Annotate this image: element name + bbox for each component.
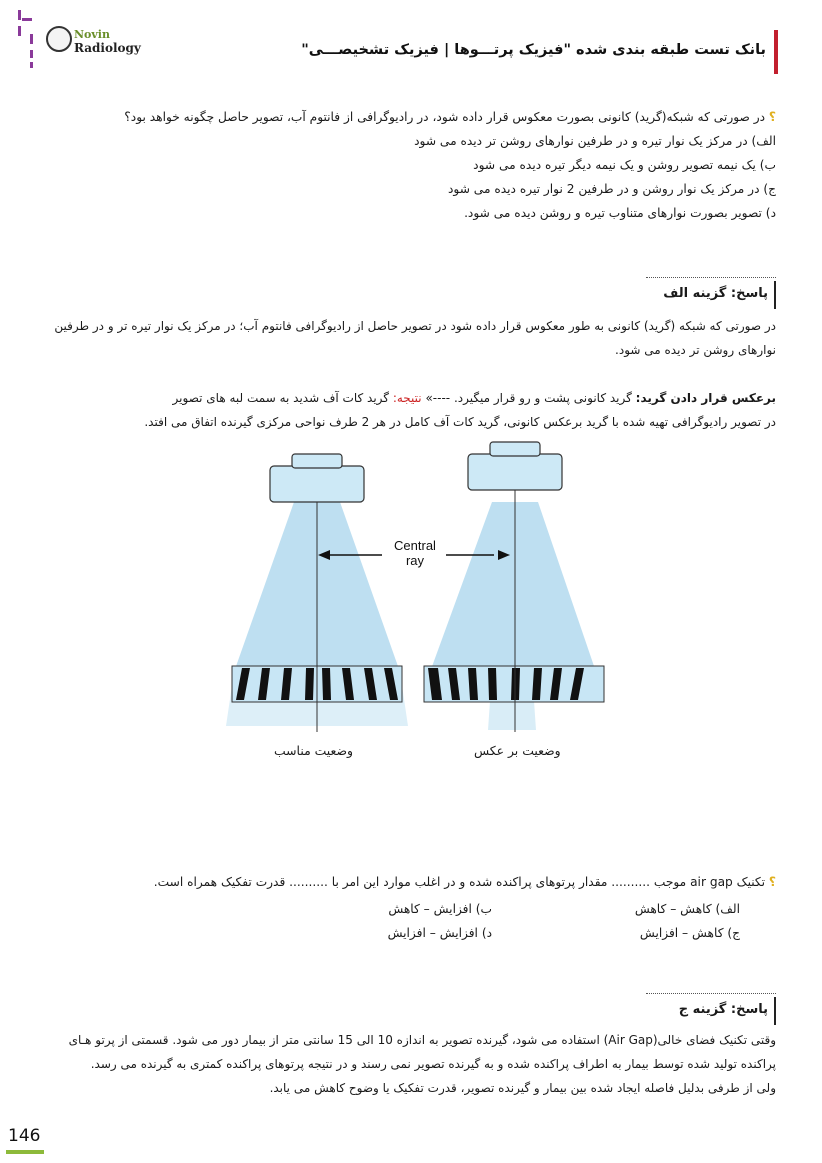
answer-1-line-3 bbox=[46, 386, 776, 410]
question-1-option-d: د) تصویر بصورت نوارهای متناوب تیره و روشن دیده می شود. bbox=[464, 206, 776, 220]
question-1-text: در صورتی که شبکه(گرید) کانونی بصورت معکوس قرار داده شود، در رادیوگرافی از فانتوم آب، تصویر حاصل چگونه خواهد بود؟ bbox=[124, 110, 766, 124]
answer-1-heading bbox=[646, 277, 776, 307]
corner-decoration bbox=[30, 50, 33, 58]
caption-proper: وضعیت مناسب bbox=[274, 743, 354, 758]
question-icon: ؟ bbox=[768, 875, 776, 889]
logo-icon bbox=[46, 26, 72, 52]
question-1-option-a: الف) در مرکز یک نوار تیره و در طرفین نوارهای روشن تر دیده می شود bbox=[414, 134, 776, 148]
central-ray-label-1: Central bbox=[394, 538, 436, 553]
answer-2-heading-text: پاسخ: گزینه ج bbox=[678, 1002, 768, 1017]
xray-tube bbox=[270, 466, 364, 502]
dotted-rule bbox=[646, 277, 776, 278]
header-accent-bar bbox=[774, 30, 778, 74]
xray-beam bbox=[430, 502, 596, 672]
answer-1-line-1: در صورتی که شبکه (گرید) کانونی به طور معکوس قرار داده شود در تصویر حاصل از رادیوگرافی فانتوم آب؛ در مرکز یک نوار تیره تر و در طرفین bbox=[54, 319, 776, 333]
central-ray-label-2: ray bbox=[405, 553, 425, 568]
tube-cap bbox=[292, 454, 342, 468]
heading-bar bbox=[774, 281, 776, 309]
reverse-grid-label: برعکس قرار دادن گرید: bbox=[635, 391, 776, 405]
question-2-option-a: الف) کاهش – کاهش bbox=[634, 902, 740, 916]
corner-decoration bbox=[22, 18, 32, 21]
question-1-option-b: ب) یک نیمه تصویر روشن و یک نیمه دیگر تیره دیده می شود bbox=[473, 158, 776, 172]
result-text: گرید کات آف شدید به سمت لبه های تصویر bbox=[172, 391, 393, 405]
answer-1-line-2: نوارهای روشن تر دیده می شود. bbox=[615, 343, 776, 357]
heading-bar bbox=[774, 997, 776, 1025]
question-1-stem bbox=[46, 106, 776, 129]
answer-2-heading bbox=[646, 993, 776, 1023]
logo-text-novin: Novin bbox=[74, 28, 110, 41]
answer-1-line-4: در تصویر رادیوگرافی تهیه شده با گرید برعکس کانونی، گرید کات آف کامل در هر 2 طرف نواحی مرکزی گیرنده اتفاق می افتد. bbox=[144, 415, 776, 429]
corner-decoration bbox=[18, 10, 21, 20]
answer-2-line-2: پراکنده تولید شده توسط بیمار به اطراف پراکنده شده و به گیرنده تصویر نمی رسند و در نتیجه پرتوهای پراکنده کمتری به گیرنده می رسد. bbox=[90, 1057, 776, 1071]
diagram-proper-position bbox=[226, 454, 408, 732]
answer-1-heading-text: پاسخ: گزینه الف bbox=[663, 286, 768, 301]
page-header-title: بانک تست طبقه بندی شده "فیزیک پرتـــوها | فیزیک تشخیصـــی" bbox=[301, 42, 766, 58]
logo bbox=[46, 24, 156, 60]
answer-2-line-1: وقتی تکنیک فضای خالی(Air Gap) استفاده می شود، گیرنده تصویر به اندازه 10 الی 15 سانتی متر از بیمار دور می شود. قسمتی از پرتو هـای bbox=[68, 1033, 776, 1047]
logo-text-radiology: Radiology bbox=[74, 41, 141, 55]
question-2-stem bbox=[46, 871, 776, 894]
xray-tube bbox=[468, 454, 562, 490]
dotted-rule bbox=[646, 993, 776, 994]
question-2-option-b: ب) افزایش – کاهش bbox=[388, 902, 492, 916]
caption-reversed: وضعیت بر عکس bbox=[474, 743, 561, 758]
diagram-reversed-position bbox=[424, 442, 604, 732]
result-label: نتیجه: bbox=[392, 391, 422, 405]
question-icon: ؟ bbox=[768, 110, 776, 124]
reverse-grid-text: گرید کانونی پشت و رو قرار میگیرد. ----» bbox=[425, 391, 636, 405]
page-number: 146 bbox=[8, 1126, 41, 1146]
question-2-option-c: ج) کاهش – افزایش bbox=[639, 926, 740, 940]
question-2-option-d: د) افزایش – افزایش bbox=[387, 926, 492, 940]
question-2-text: تکنیک air gap موجب .......... مقدار پرتوهای پراکنده شده و در اغلب موارد این امر با .......... قدرت تفکیک همراه است. bbox=[153, 875, 766, 889]
tube-cap bbox=[490, 442, 540, 456]
corner-decoration bbox=[18, 26, 21, 36]
corner-decoration bbox=[30, 62, 33, 68]
grid-diagram bbox=[222, 440, 612, 732]
answer-2-line-3: ولی از طرفی بدلیل فاصله ایجاد شده بین بیمار و گیرنده تصویر، قدرت تفکیک یا وضوح کاهش می یابد. bbox=[269, 1081, 776, 1095]
corner-decoration bbox=[30, 34, 33, 44]
question-1-option-c: ج) در مرکز یک نوار روشن و در طرفین 2 نوار تیره دیده می شود bbox=[447, 182, 776, 196]
page-number-underline bbox=[6, 1150, 44, 1154]
